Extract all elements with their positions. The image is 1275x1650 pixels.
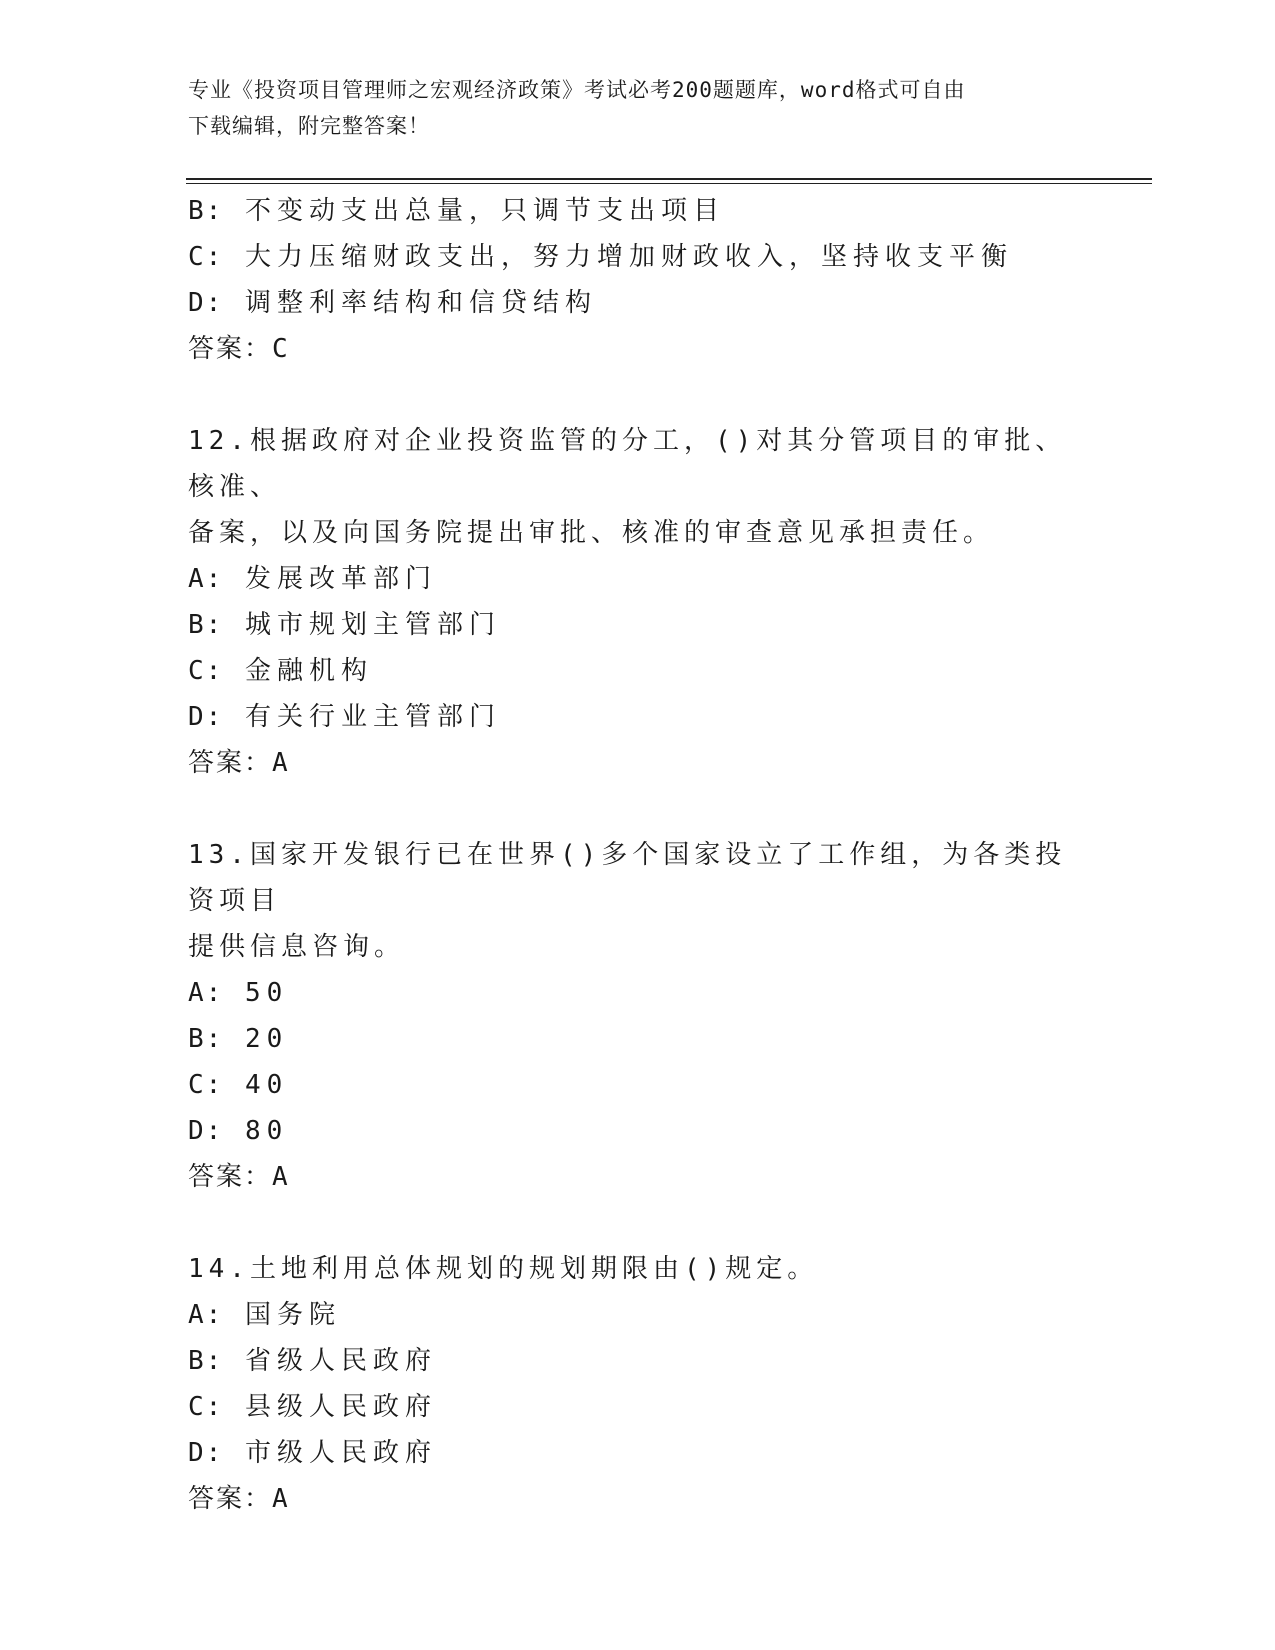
question-14 [188, 1246, 1088, 1522]
question-stem-line-2: 提供信息咨询。 [188, 932, 406, 962]
header-line-1: 专业《投资项目管理师之宏观经济政策》考试必考200题题库，word格式可自由 [188, 78, 966, 102]
question-stem-line-2: 备案，以及向国务院提出审批、核准的审查意见承担责任。 [188, 518, 995, 548]
option-a: A: 发展改革部门 [188, 564, 437, 594]
option-a: A: 国务院 [188, 1300, 341, 1330]
option-c: C: 大力压缩财政支出，努力增加财政收入，坚持收支平衡 [188, 242, 1013, 272]
question-stem-line-1: 13.国家开发银行已在世界()多个国家设立了工作组，为各类投资项目 [188, 840, 1067, 916]
option-b: B: 城市规划主管部门 [188, 610, 501, 640]
header-divider-thick [186, 178, 1152, 180]
option-b: B: 20 [188, 1024, 289, 1054]
option-c: C: 县级人民政府 [188, 1392, 437, 1422]
option-b: B: 省级人民政府 [188, 1346, 437, 1376]
answer-line: 答案：A [188, 748, 288, 778]
question-list [188, 188, 1088, 1568]
header-divider-thin [186, 183, 1152, 184]
document-header [188, 72, 1088, 144]
answer-line: 答案：C [188, 334, 288, 364]
option-d: D: 80 [188, 1116, 289, 1146]
answer-line: 答案：A [188, 1484, 288, 1514]
option-d: D: 市级人民政府 [188, 1438, 437, 1468]
question-stem-line-1: 12.根据政府对企业投资监管的分工，()对其分管项目的审批、核准、 [188, 426, 1067, 502]
question-13 [188, 832, 1088, 1200]
question-11-tail [188, 188, 1088, 372]
option-c: C: 40 [188, 1070, 289, 1100]
answer-line: 答案：A [188, 1162, 288, 1192]
option-d: D: 有关行业主管部门 [188, 702, 501, 732]
option-a: A: 50 [188, 978, 289, 1008]
option-c: C: 金融机构 [188, 656, 373, 686]
header-line-2: 下载编辑，附完整答案！ [188, 114, 430, 138]
question-12 [188, 418, 1088, 786]
option-b: B: 不变动支出总量，只调节支出项目 [188, 196, 725, 226]
question-stem-line-1: 14.土地利用总体规划的规划期限由()规定。 [188, 1254, 819, 1284]
option-d: D: 调整利率结构和信贷结构 [188, 288, 597, 318]
